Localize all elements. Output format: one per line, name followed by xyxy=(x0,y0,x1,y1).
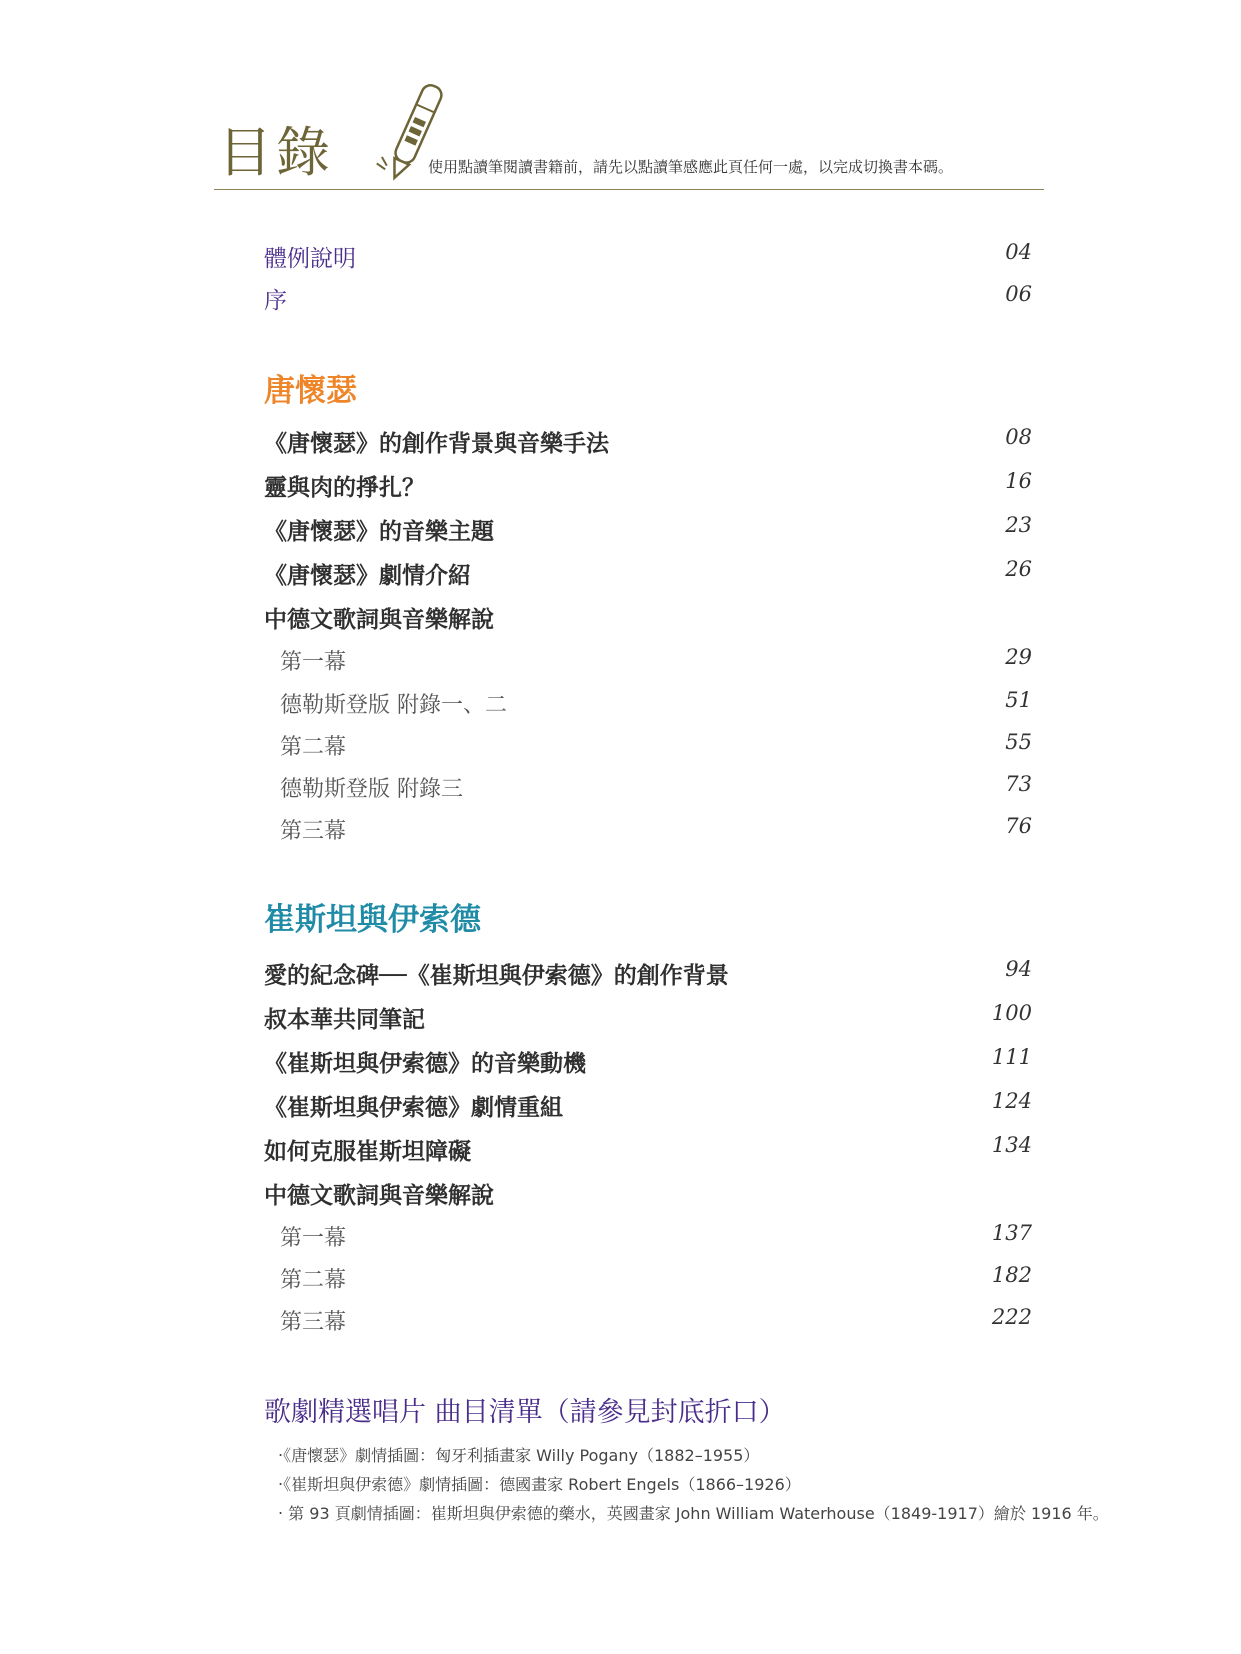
toc-entry-title: 《崔斯坦與伊索德》的音樂動機 xyxy=(264,1050,586,1077)
toc-entry-title: 第二幕 xyxy=(280,735,347,760)
toc-entry-page: 100 xyxy=(991,1001,1032,1025)
toc-entry-title: 《唐懷瑟》劇情介紹 xyxy=(264,562,471,589)
toc-entry-title: 愛的紀念碑──《崔斯坦與伊索德》的創作背景 xyxy=(264,962,729,989)
toc-entry-title: 如何克服崔斯坦障礙 xyxy=(264,1138,471,1165)
page-title: 目錄 xyxy=(218,121,334,184)
toc-entry[interactable] xyxy=(264,645,1044,679)
toc-entry[interactable] xyxy=(264,469,1044,503)
toc-entry-page: 26 xyxy=(1005,557,1032,581)
toc-entry-page: 137 xyxy=(991,1221,1032,1245)
toc-entry[interactable] xyxy=(264,513,1044,547)
section-title-track-list[interactable]: 歌劇精選唱片 曲目清單（請參見封底折口） xyxy=(264,1397,786,1428)
toc-entry-page: 29 xyxy=(1005,645,1032,669)
toc-entry-page: 04 xyxy=(1005,240,1032,264)
toc-entry[interactable] xyxy=(264,1089,1044,1123)
toc-entry[interactable] xyxy=(264,240,1044,274)
toc-entry-title: 《唐懷瑟》的創作背景與音樂手法 xyxy=(264,430,609,457)
toc-entry-title: 第一幕 xyxy=(280,650,347,675)
toc-entry[interactable] xyxy=(264,688,1044,722)
toc-entry-title: 第三幕 xyxy=(280,1310,347,1335)
toc-entry[interactable] xyxy=(264,1305,1044,1339)
illustration-credit: ‧《崔斯坦與伊索德》劇情插圖：德國畫家 Robert Engels（1866–1926） xyxy=(278,1475,801,1494)
toc-entry-page: 222 xyxy=(991,1305,1032,1329)
toc-entry-page: 55 xyxy=(1005,730,1032,754)
toc-entry-title: 《唐懷瑟》的音樂主題 xyxy=(264,518,494,545)
toc-entry-title: 《崔斯坦與伊索德》劇情重組 xyxy=(264,1094,563,1121)
toc-entry-page: 111 xyxy=(991,1045,1032,1069)
toc-entry-page: 23 xyxy=(1005,513,1032,537)
toc-entry-page: 06 xyxy=(1005,282,1032,306)
toc-entry[interactable] xyxy=(264,730,1044,764)
toc-entry[interactable] xyxy=(264,425,1044,459)
toc-entry[interactable] xyxy=(264,1045,1044,1079)
reading-pen-instruction: 使用點讀筆閱讀書籍前，請先以點讀筆感應此頁任何一處，以完成切換書本碼。 xyxy=(428,158,954,176)
toc-entry[interactable] xyxy=(264,1133,1044,1167)
section-title-tristan: 崔斯坦與伊索德 xyxy=(264,902,481,938)
toc-entry-page: 124 xyxy=(991,1089,1032,1113)
toc-entry[interactable] xyxy=(264,957,1044,991)
toc-entry[interactable] xyxy=(264,1221,1044,1255)
toc-entry-page: 182 xyxy=(991,1263,1032,1287)
toc-entry-title: 靈與肉的掙扎？ xyxy=(264,474,425,501)
toc-entry-title: 第三幕 xyxy=(280,819,347,844)
toc-entry-title: 第一幕 xyxy=(280,1226,347,1251)
toc-entry-title: 第二幕 xyxy=(280,1268,347,1293)
toc-entry-page: 94 xyxy=(1005,957,1032,981)
toc-entry-page: 16 xyxy=(1005,469,1032,493)
toc-entry-page: 51 xyxy=(1005,688,1032,712)
toc-entry[interactable] xyxy=(264,282,1044,316)
toc-entry-title: 叔本華共同筆記 xyxy=(264,1006,425,1033)
toc-entry[interactable] xyxy=(264,1263,1044,1297)
toc-subheading xyxy=(264,601,1044,635)
toc-entry-title: 中德文歌詞與音樂解說 xyxy=(264,1182,494,1209)
toc-entry-title: 體例說明 xyxy=(264,246,356,272)
toc-subheading xyxy=(264,1177,1044,1211)
toc-entry-title: 中德文歌詞與音樂解說 xyxy=(264,606,494,633)
toc-entry-title: 序 xyxy=(264,288,287,314)
toc-entry[interactable] xyxy=(264,557,1044,591)
illustration-credit: ‧ 第 93 頁劇情插圖：崔斯坦與伊索德的藥水，英國畫家 John William Waterhouse（1849-1917）繪於 1916 年。 xyxy=(278,1504,1109,1523)
toc-entry-title: 德勒斯登版 附錄一、二 xyxy=(280,693,507,718)
header-divider xyxy=(214,189,1044,190)
toc-entry-page: 134 xyxy=(991,1133,1032,1157)
toc-entry[interactable] xyxy=(264,1001,1044,1035)
section-title-tannhauser: 唐懷瑟 xyxy=(264,373,357,409)
illustration-credit: ‧《唐懷瑟》劇情插圖：匈牙利插畫家 Willy Pogany（1882–1955） xyxy=(278,1446,760,1465)
toc-entry-page: 76 xyxy=(1005,814,1032,838)
toc-entry[interactable] xyxy=(264,814,1044,848)
toc-entry-page: 73 xyxy=(1005,772,1032,796)
toc-entry-page: 08 xyxy=(1005,425,1032,449)
toc-entry[interactable] xyxy=(264,772,1044,806)
toc-entry-title: 德勒斯登版 附錄三 xyxy=(280,777,463,802)
